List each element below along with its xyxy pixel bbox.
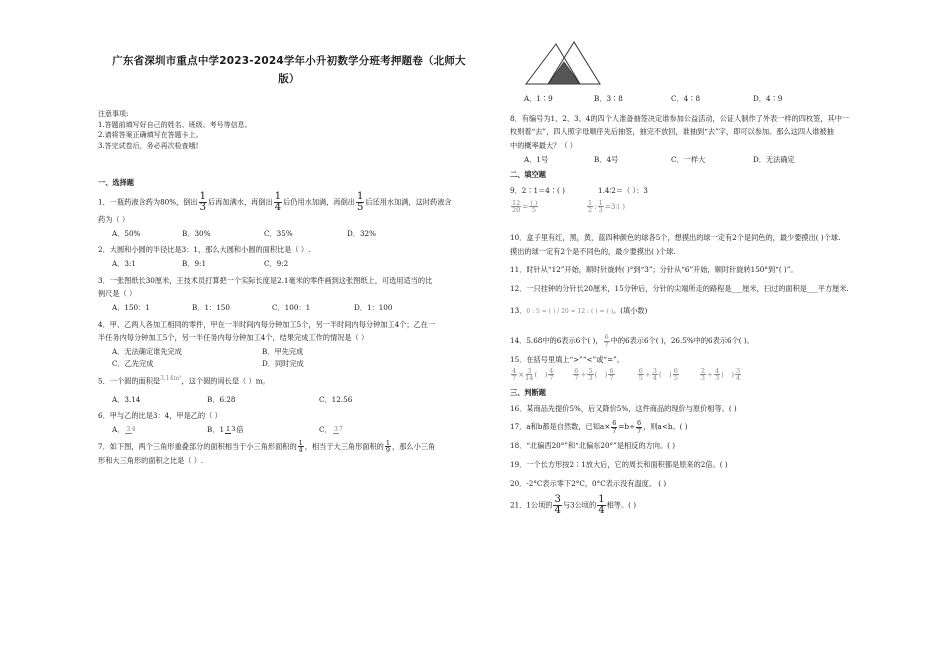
notes-heading: 注意事项: xyxy=(98,109,129,118)
option-a[interactable]: A．50% xyxy=(112,228,141,238)
frac-num: 4 xyxy=(549,366,554,375)
option-b-fraction xyxy=(225,426,235,434)
option-d[interactable]: D．4∶9 xyxy=(753,94,783,103)
frac-num: 6 xyxy=(637,419,642,428)
frac-den: 7 xyxy=(637,426,642,435)
q15-item-2: $\frac{6}{7}$ ÷ $\frac{5}{3}$ ( ) $\frac{6}{7}$ xyxy=(574,366,614,383)
frac-num: 1 xyxy=(385,438,390,447)
q17-text-c: ，则a<b。( ) xyxy=(643,422,688,432)
q14-fraction xyxy=(604,334,610,348)
frac-num: ( ) xyxy=(530,198,538,207)
frac-den: 4 xyxy=(298,446,303,455)
q1-text-e: 药为（ ） xyxy=(98,214,130,224)
q21-text-a: 21．1公顷的 xyxy=(510,500,553,510)
option-a[interactable]: A．1号 xyxy=(524,154,549,164)
q5-handwritten-area: 3.14m² xyxy=(160,375,182,383)
option-d[interactable]: D．1：100 xyxy=(354,302,393,312)
frac-num: 6 xyxy=(612,419,617,428)
section-judge: 三、判断题 xyxy=(510,387,546,397)
q9-equals: = xyxy=(522,201,529,211)
frac-den: 2 xyxy=(588,206,593,215)
option-a[interactable] xyxy=(112,425,207,435)
frac xyxy=(573,368,579,382)
option-c[interactable]: C．一样大 xyxy=(671,154,706,164)
question-6 xyxy=(98,409,480,434)
q3-line-2: 例尺是（ ） xyxy=(98,289,137,299)
frac-num: 6 xyxy=(673,366,678,375)
q10-line-1: 10．盒子里有红，黑，黄，蓝四种颜色的球各5个，想摸出的球一定有2个是同色的，最少要摸出( )个球. xyxy=(510,232,841,242)
option-a[interactable]: A．150：1 xyxy=(112,302,150,312)
option-b[interactable]: B．9:1 xyxy=(182,258,207,268)
frac-den: 14 xyxy=(525,374,534,383)
option-b[interactable]: B．4号 xyxy=(594,154,619,164)
q16-text: 16．某商品先提价5%，后又降价5%，这件商品的现价与原价相等。( ) xyxy=(510,403,737,413)
section-fill: 二、填空题 xyxy=(510,170,546,180)
option-b[interactable]: B．甲先完成 xyxy=(262,347,304,357)
option-d[interactable]: D．同时完成 xyxy=(262,358,304,368)
option-b[interactable]: B．1：150 xyxy=(192,302,230,312)
q13-label: 13． xyxy=(510,305,527,315)
question-21 xyxy=(510,495,910,516)
q10-line-2: 摸出的球一定有2个是不同色的，最少要摸出( )个球. xyxy=(510,246,676,256)
frac-num: 3 xyxy=(333,425,338,434)
option-d[interactable]: D．32% xyxy=(347,228,376,238)
frac-num: 1 xyxy=(588,198,593,207)
q4-line-2: 半任务内每分钟加工5个，另一半任务内每分钟加工4个，结果完成工作的情况是（ ） xyxy=(98,333,369,343)
frac-den: 7 xyxy=(574,374,579,383)
q1-options xyxy=(112,229,480,239)
question-15 xyxy=(510,353,910,382)
frac-num: 12 xyxy=(512,198,521,207)
operator: ÷ xyxy=(644,369,651,379)
question-8 xyxy=(510,112,910,165)
q7-line-2: 形和大三角形的面积之比是（ ）. xyxy=(98,455,204,465)
frac xyxy=(608,368,614,382)
title-line-1: 广东省深圳市重点中学2023-2024学年小升初数学分班考押题卷（北师大 xyxy=(112,55,466,67)
frac-den: 3 xyxy=(700,374,706,383)
question-14 xyxy=(510,334,910,348)
frac-den: 3 xyxy=(588,374,593,383)
question-7 xyxy=(98,440,480,468)
q7-fraction-1 xyxy=(298,440,304,454)
q19-text: 19．一个长方形按2∶1放大后，它的周长和面积都是原来的2倍。( ) xyxy=(510,459,728,469)
note-item: 2.请将答案正确填写在答题卡上。 xyxy=(98,131,203,140)
question-12 xyxy=(510,282,910,296)
q1-fraction-3 xyxy=(356,192,364,213)
frac xyxy=(673,368,679,382)
q2-text: 2．大圆和小圆的半径比是3：1，那么大圆和小圆的面积比是（ ）. xyxy=(98,245,311,255)
option-b[interactable]: B．30% xyxy=(182,228,211,238)
frac-num: 3 xyxy=(527,366,532,375)
option-a-label: A． xyxy=(112,424,125,434)
q21-text-b: 与3公顷的 xyxy=(562,500,597,510)
frac xyxy=(714,368,720,382)
q14-text-a: 14．5.68中的6表示6个( )， xyxy=(510,336,603,346)
question-1 xyxy=(98,192,480,238)
q8-line-1: 8．有编号为1、2、3、4的四个人准备抽签决定谁参加公益活动，公证人制作了外表一样的四枚签，其中一 xyxy=(510,113,850,123)
frac-den: 4 xyxy=(131,425,136,434)
q4-options-row-2 xyxy=(112,359,480,369)
q9-fraction-1 xyxy=(511,200,521,214)
frac-num: 4 xyxy=(512,366,517,375)
operator: ÷ xyxy=(707,369,714,379)
frac-num: 1 xyxy=(598,198,603,207)
frac-den: 4 xyxy=(554,505,561,517)
q20-text: 20．-2°C表示零下2°C，0°C表示没有温度。 ( ) xyxy=(510,478,667,488)
q17-text-b: =b÷ xyxy=(618,422,636,432)
frac-den: 4 xyxy=(736,374,741,383)
q13-handwritten-equation: 6 : 5 = ( ) / 20 = 12 : ( ) = ( ) xyxy=(526,307,614,315)
option-c[interactable]: C．9:2 xyxy=(264,258,289,268)
q7-text-b: ，相当于大三角形面积的 xyxy=(304,441,384,451)
q1-text-c: 后仍用水加满，再倒出 xyxy=(283,197,355,207)
option-a[interactable]: A．3.14 xyxy=(112,394,141,404)
q15-text: 15．在括号里填上“>”“<”或“=”。 xyxy=(510,355,624,365)
q8-line-2: 枚则着“去”，四人照字母顺序先后抽签，抽完不放回，谁抽到“去”字，即可以参加。那么这四人谁被抽 xyxy=(510,127,834,137)
frac xyxy=(587,368,593,382)
question-16 xyxy=(510,402,910,416)
frac-num: 1 xyxy=(356,190,364,202)
note-item: 1.答题前填写好自己的姓名、班级、考号等信息。 xyxy=(98,120,252,129)
page-title xyxy=(98,52,480,89)
q5-text-b: ，这个圆的周长是（ ）m。 xyxy=(181,376,270,386)
question-5 xyxy=(98,373,480,404)
question-20 xyxy=(510,477,910,491)
option-c[interactable]: C．35% xyxy=(264,228,293,238)
option-b-label: B．1 xyxy=(207,424,225,434)
frac-den: 7 xyxy=(612,426,617,435)
option-a[interactable]: A．无法确定谁先完成 xyxy=(112,347,182,357)
left-column xyxy=(98,46,480,472)
q15-item-4: $\frac{2}{3}$ ÷ $\frac{4}{3}$ ( ) $\frac{3}{4}$ xyxy=(700,366,741,383)
frac-num: 3 xyxy=(652,366,657,375)
frac-den: 20 xyxy=(512,206,521,215)
overlap-region xyxy=(548,62,580,84)
q14-text-b: 中的6表示6个( )，26.5%中的6表示6个( )。 xyxy=(610,336,754,346)
q15-item-1: $\frac{4}{7}$ × $\frac{3}{14}$ ( ) $\frac{4}{7}$ xyxy=(512,366,554,383)
q6-options xyxy=(112,425,480,435)
q13-tail: 。(填小数) xyxy=(613,305,648,315)
q9-fraction-2 xyxy=(529,200,538,214)
frac-num: 1 xyxy=(274,190,282,202)
q17-fraction-2 xyxy=(636,420,642,434)
q9-fraction-3 xyxy=(587,200,593,214)
option-a-fraction xyxy=(125,426,135,434)
frac-den: 7 xyxy=(549,374,554,383)
option-c[interactable]: C．100：1 xyxy=(272,302,311,312)
frac-num: 1 xyxy=(298,438,303,447)
q21-fraction-1 xyxy=(553,495,561,516)
q12-text: 12．一只挂钟的分针长20厘米，15分钟后，分针的尖端所走的路程是___厘米，扫过的面积是___平方厘米. xyxy=(510,283,849,293)
q5-options xyxy=(112,395,480,405)
frac xyxy=(548,368,554,382)
q7-text-a: 7．如下图，两个三角形重叠部分的面积相当于小三角形面积的 xyxy=(98,441,297,451)
frac-num: 6 xyxy=(604,333,609,342)
q15-items xyxy=(510,368,910,382)
frac-num: 4 xyxy=(715,366,720,375)
operator: × xyxy=(518,369,525,379)
frac-den: 3 xyxy=(715,374,720,383)
frac xyxy=(735,368,741,382)
option-b[interactable]: B．3∶8 xyxy=(594,94,623,103)
frac-den: 4 xyxy=(652,374,657,383)
frac-den: 7 xyxy=(604,340,609,349)
option-b[interactable]: B．6.28 xyxy=(207,394,236,404)
option-c[interactable]: C．12.56 xyxy=(319,394,353,404)
q2-options xyxy=(112,259,480,269)
question-9: 9．2∶1＝4∶( ) 1.4∶2＝（ ）：3 $\frac{12}{20}$ = $\frac{( )}{5}$ $\frac{1}{2}$ : $\frac{1}{3}$ =3∶( ) xyxy=(510,186,648,215)
q8-options xyxy=(524,155,910,165)
option-d[interactable]: D．无法确定 xyxy=(753,154,795,164)
frac-den: 7 xyxy=(609,374,614,383)
frac xyxy=(638,368,644,382)
operator: ÷ xyxy=(580,369,587,379)
note-item: 3.答完试卷后，务必再次检查哦! xyxy=(98,142,199,151)
q7-text-c: ，那么小三角 xyxy=(392,441,436,451)
q5-text-a: 5．一个圆的面积是 xyxy=(98,376,161,386)
q21-text-c: 相等。( ) xyxy=(606,500,637,510)
option-c-label: C． xyxy=(319,424,332,434)
frac-num: 3 xyxy=(554,494,561,506)
q1-text-b: 后再加满水，再倒出 xyxy=(208,197,273,207)
q9-part-a: 9．2∶1＝4∶( ) xyxy=(510,186,565,196)
section-choice: 一、选择题 xyxy=(98,178,134,188)
frac-num: 1 xyxy=(199,190,206,202)
q17-fraction-1 xyxy=(611,420,617,434)
frac-num: 2 xyxy=(700,366,706,375)
q1-fraction-1 xyxy=(199,192,207,213)
q1-text-a: 1．一瓶药液含药为80%，倒出 xyxy=(98,197,198,207)
frac-den: 7 xyxy=(512,374,517,383)
frac-num: 6 xyxy=(574,366,579,375)
option-c-fraction xyxy=(333,426,343,434)
triangles-figure xyxy=(522,38,602,88)
frac-den: 4 xyxy=(274,201,282,213)
frac-den: 5 xyxy=(638,374,643,383)
frac xyxy=(525,368,533,382)
option-a[interactable]: A．1∶9 xyxy=(524,94,553,103)
q7-fraction-2 xyxy=(385,440,391,454)
q9-tail: =3∶( ) xyxy=(604,201,626,211)
frac-den: 5 xyxy=(673,374,678,383)
frac-num: 1 xyxy=(598,494,605,506)
frac xyxy=(511,368,517,382)
frac-num: 6 xyxy=(638,366,643,375)
question-10 xyxy=(510,231,910,258)
frac-den: 5 xyxy=(531,206,536,215)
question-19 xyxy=(510,458,910,472)
option-c[interactable] xyxy=(319,425,344,435)
question-17 xyxy=(510,420,910,434)
option-c[interactable]: C．4∶8 xyxy=(671,94,701,103)
q1-fraction-2 xyxy=(274,192,282,213)
q9-part-b: 1.4∶2＝（ ）：3 xyxy=(598,186,648,196)
q9-fraction-4 xyxy=(598,200,604,214)
option-a[interactable]: A．3:1 xyxy=(112,258,136,268)
frac-den: 7 xyxy=(338,425,343,434)
question-3 xyxy=(98,274,480,313)
frac-den: 3 xyxy=(598,206,603,215)
q8-line-3: 中的概率最大？（ ） xyxy=(510,141,577,151)
frac-num: 3 xyxy=(126,425,131,434)
frac-den: 3 xyxy=(231,425,236,434)
q11-text: 11．时针从“12”开始，顺时针旋转( )°到“3”；分针从“6”开始，顺时针旋转150°到“( )”。 xyxy=(510,265,798,275)
right-column xyxy=(510,46,910,521)
frac-den: 9 xyxy=(385,446,390,455)
frac xyxy=(652,368,658,382)
question-4 xyxy=(98,318,480,369)
question-2 xyxy=(98,243,480,268)
q4-options-row-1 xyxy=(112,347,480,357)
frac xyxy=(700,368,706,382)
notes xyxy=(98,109,480,152)
frac-num: 5 xyxy=(588,366,593,375)
q4-line-1: 4．甲、乙两人各加工相同的零件，甲在一半时间内每分钟加工5个，另一半时间内每分钟加工4个；乙在一 xyxy=(98,319,436,329)
title-line-2: 版） xyxy=(278,73,300,86)
q15-item-3: $\frac{6}{5}$ ÷ $\frac{3}{4}$ ( ) $\frac{6}{5}$ xyxy=(638,366,678,383)
question-11 xyxy=(510,263,910,277)
frac-den: 3 xyxy=(199,201,206,213)
q3-line-1: 3．一张图纸长30厘米，王技术员打算把一个实际长度是2.1毫米的零件画到这张图纸上，可选用适当的比 xyxy=(98,275,433,285)
q18-text: 18．“北偏西20°”和“北偏东20°”是相反的方向。( ) xyxy=(510,441,676,451)
question-13 xyxy=(510,304,910,318)
q7-options xyxy=(524,94,910,104)
q21-fraction-2 xyxy=(597,495,605,516)
frac-num: 1 xyxy=(226,425,231,434)
frac-den: 4 xyxy=(598,505,605,517)
q17-text-a: 17．a和b都是自然数，已知a× xyxy=(510,422,611,432)
option-c[interactable]: C．乙先完成 xyxy=(112,358,154,368)
option-b-suffix: 倍 xyxy=(236,424,244,434)
q3-options xyxy=(112,303,480,313)
frac-num: 6 xyxy=(609,366,614,375)
option-b[interactable] xyxy=(207,425,319,435)
frac-den: 5 xyxy=(356,201,364,213)
q6-text: 6．甲与乙的比是3：4，甲是乙的（ ） xyxy=(98,411,222,421)
frac-num: 3 xyxy=(736,366,741,375)
question-18 xyxy=(510,439,910,453)
q1-text-d: 后还用水加满，这时药液含 xyxy=(365,197,452,207)
